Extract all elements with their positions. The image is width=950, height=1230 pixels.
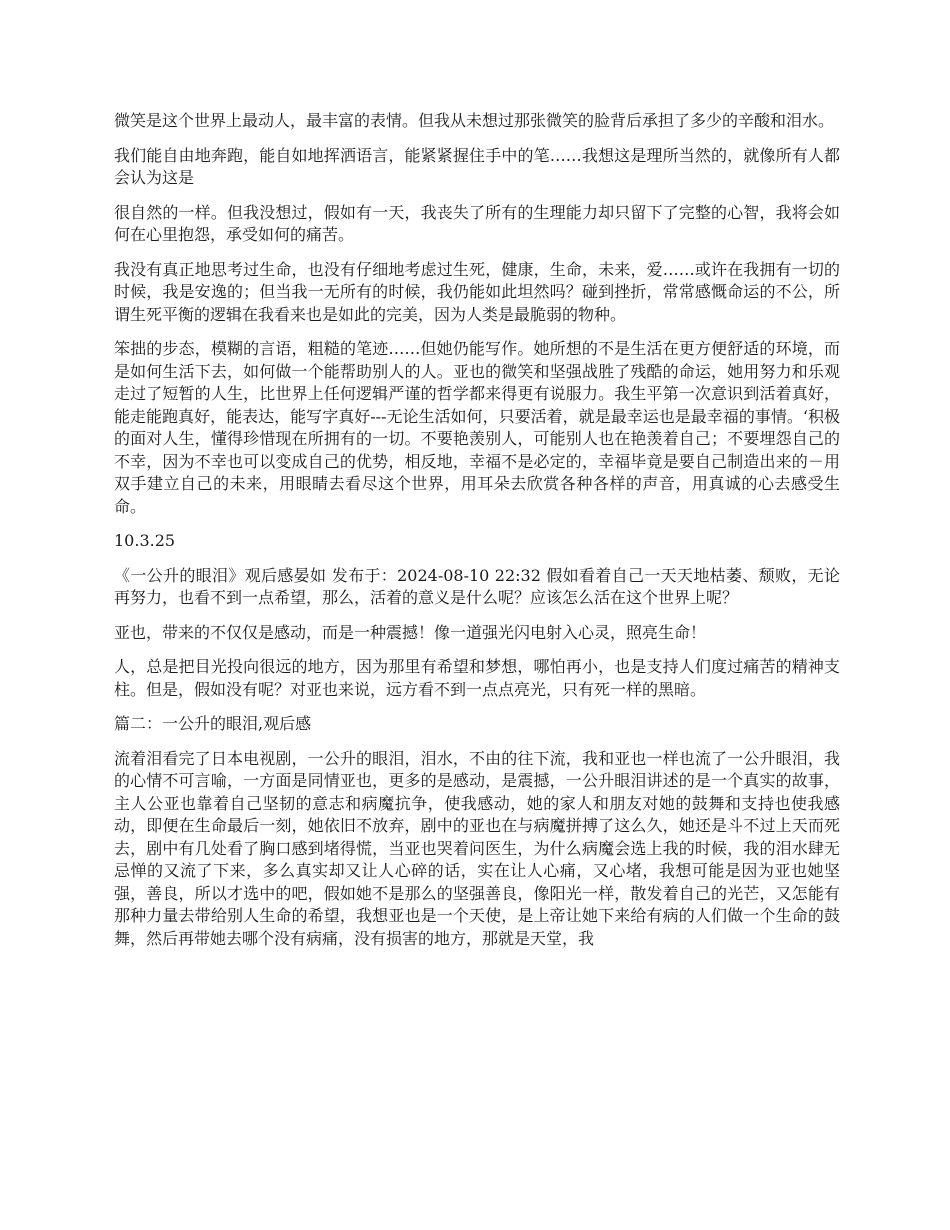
paragraph-2: 我们能自由地奔跑，能自如地挥洒语言，能紧紧握住手中的笔……我想这是理所当然的，就像所有人都会认为这是 (114, 145, 840, 187)
date-line: 10.3.25 (114, 531, 176, 550)
paragraph-1: 微笑是这个世界上最动人，最丰富的表情。但我从未想过那张微笑的脸背后承担了多少的辛酸和泪水。 (114, 111, 835, 130)
paragraph-3: 很自然的一样。但我没想过，假如有一天，我丧失了所有的生理能力却只留下了完整的心智，我将会如何在心里抱怨，承受如何的痛苦。 (114, 202, 840, 244)
document-body (114, 110, 840, 962)
paragraph-11: 流着泪看完了日本电视剧，一公升的眼泪，泪水，不由的往下流，我和亚也一样也流了一公升眼泪，我的心情不可言喻，一方面是同情亚也，更多的是感动，是震撼，一公升眼泪讲述的是一个真实的故事，主人公亚也靠着自己坚韧的意志和病魔抗争，使我感动，她的家人和朋友对她的鼓舞和支持也使我感动，即便在生命最后一刻，她依旧不放弃，剧中的亚也在与病魔拼搏了这么久，她还是斗不过上天而死去，剧中有几处看了胸口感到堵得慌，当亚也哭着问医生，为什么病魔会选上我的时候，我的泪水肆无忌惮的又流了下来，多么真实却又让人心碎的话，实在让人心痛，又心堵，我想可能是因为亚也她坚强，善良，所以才选中的吧，假如她不是那么的坚强善良，像阳光一样，散发着自己的光芒，又怎能有那种力量去带给别人生命的希望，我想亚也是一个天使，是上帝让她下来给有病的人们做一个生命的鼓舞，然后再带她去哪个没有病痛，没有损害的地方，那就是天堂，我 (114, 748, 840, 948)
paragraph-5: 笨拙的步态，模糊的言语，粗糙的笔迹……但她仍能写作。她所想的不是生活在更方便舒适的环境，而是如何生活下去，如何做一个能帮助别人的人。亚也的微笑和坚强战胜了残酷的命运，她用努力和乐观走过了短暂的人生，比世界上任何逻辑严谨的哲学都来得更有说服力。我生平第一次意识到活着真好，能走能跑真好，能表达，能写字真好---无论生活如何，只要活着，就是最幸运也是最幸福的事情。‘积极的面对人生，懂得珍惜现在所拥有的一切。不要艳羡别人，可能别人也在艳羡着自己；不要埋怨自己的不幸，因为不幸也可以变成自己的优势，相反地，幸福不是必定的，幸福毕竟是要自己制造出来的－用双手建立自己的未来，用眼睛去看尽这个世界，用耳朵去欣赏各种各样的声音，用真诚的心去感受生命。 (114, 339, 840, 516)
paragraph-8: 亚也，带来的不仅仅是感动，而是一种震撼！像一道强光闪电射入心灵，照亮生命！ (114, 622, 707, 642)
paragraph-7: 《一公升的眼泪》观后感晏如 发布于：2024-08-10 22:32 假如看着自己一天天地枯萎、颓败，无论再努力，也看不到一点希望，那么，活着的意义是什么呢？应该怎么活在这个世界上呢？ (114, 565, 840, 607)
section-heading: 篇二：一公升的眼泪,观后感 (114, 714, 312, 733)
paragraph-9: 人，总是把目光投向很远的地方，因为那里有希望和梦想，哪怕再小，也是支持人们度过痛苦的精神支柱。但是，假如没有呢？对亚也来说，远方看不到一点点亮光，只有死一样的黑暗。 (114, 657, 840, 699)
paragraph-4: 我没有真正地思考过生命，也没有仔细地考虑过生死，健康，生命，未来，爱……或许在我拥有一切的时候，我是安逸的；但当我一无所有的时候，我仍能如此坦然吗？碰到挫折，常常感慨命运的不公，所谓生死平衡的逻辑在我看来也是如此的完美，因为人类是最脆弱的物种。 (114, 259, 840, 324)
